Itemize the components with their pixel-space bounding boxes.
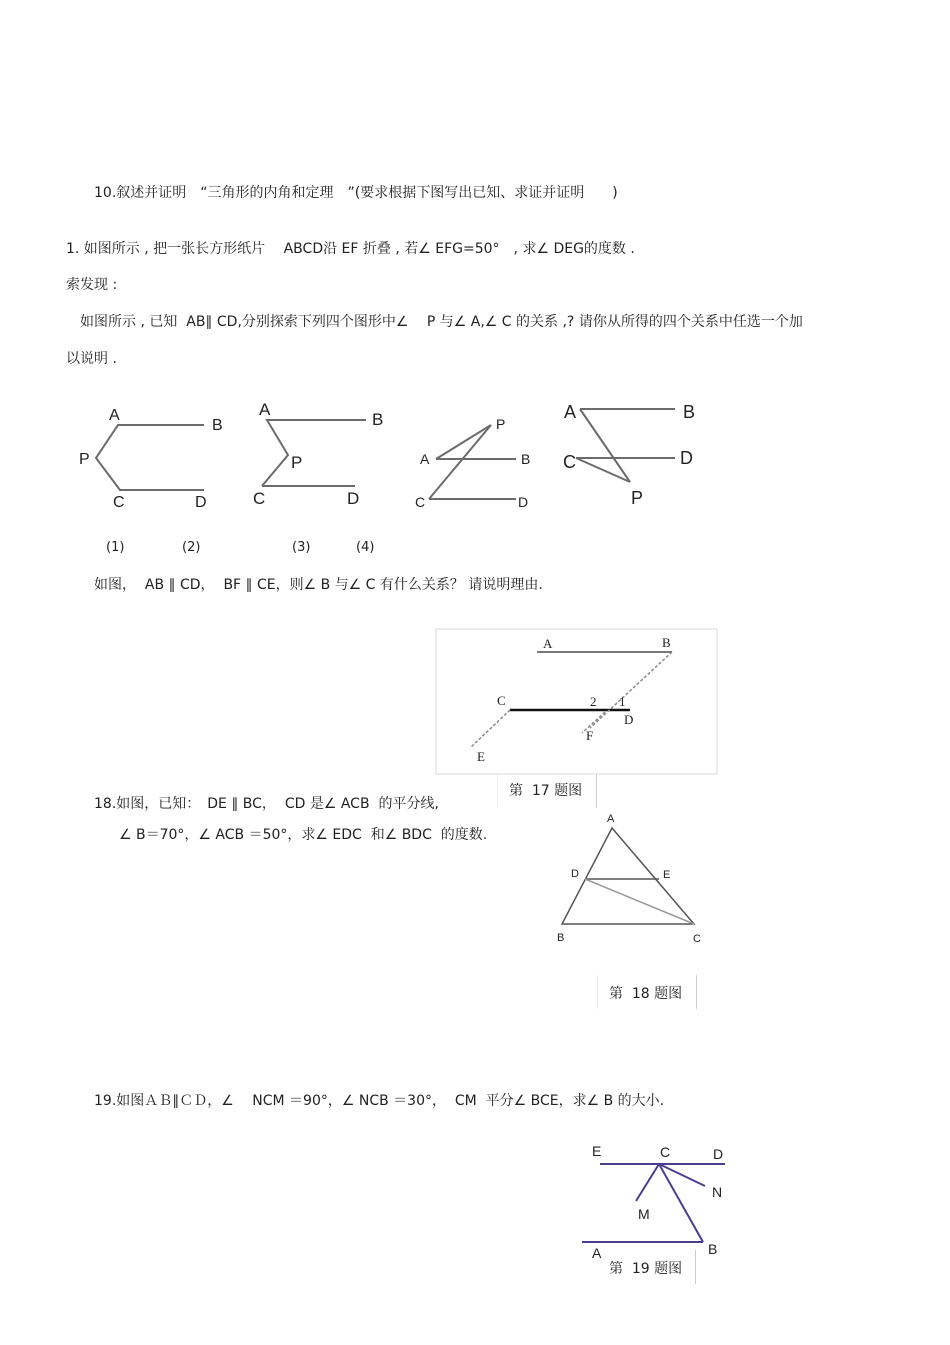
figure-caption-4: (4) (356, 540, 375, 555)
fig1-label-a: A (109, 407, 120, 424)
figure-4 (576, 409, 675, 482)
fig2-label-b: B (372, 410, 384, 429)
fig4-label-b: B (683, 402, 696, 422)
fig19-label-e: E (592, 1143, 602, 1159)
fig17-label-c: C (497, 693, 506, 708)
explore-body-line-1: 如图所示 , 已知 AB∥ CD,分别探索下列四个图形中∠ P 与∠ A,∠ C 的关系 ,? 请你从所得的四个关系中任选一个加 (66, 314, 803, 330)
fig2-label-p: P (291, 453, 303, 472)
q19-caption: 第 19 题图 (609, 1261, 683, 1277)
figure-1 (96, 425, 204, 490)
fig4-label-c: C (563, 452, 576, 472)
fig17-label-f: F (586, 728, 594, 743)
question-1: 1. 如图所示 , 把一张长方形纸片 ABCD沿 EF 折叠 , 若∠ EFG=50° , 求∠ DEG的度数 . (66, 241, 635, 257)
fig17-label-2: 2 (590, 694, 597, 709)
figure-2 (262, 420, 366, 486)
fig1-label-p: P (79, 451, 90, 468)
fig18-label-a: A (607, 813, 615, 825)
fig2-label-d: D (347, 489, 360, 508)
figure-3 (429, 425, 516, 499)
fig17-label-e: E (477, 749, 485, 764)
fig1-label-c: C (113, 494, 125, 511)
fig19-label-d: D (713, 1146, 724, 1162)
fig17-label-1: 1 (619, 694, 626, 709)
explore-body-line-2: 以说明 . (66, 351, 117, 367)
fig3-label-b: B (521, 451, 531, 467)
figure-19 (582, 1164, 725, 1242)
fig18-label-c: C (693, 933, 701, 945)
fig4-label-p: P (631, 488, 644, 508)
figure-caption-1: (1) (106, 540, 125, 555)
fig3-label-c: C (415, 494, 426, 510)
fig19-label-a: A (592, 1245, 602, 1261)
fig4-label-a: A (564, 402, 577, 422)
fig18-label-d: D (571, 868, 579, 880)
fig19-label-n: N (712, 1184, 723, 1200)
question-18-line-1: 18.如图，已知： DE ∥ BC， CD 是∠ ACB 的平分线, (94, 796, 439, 812)
question-19: 19.如图ＡＢ∥ＣＤ，∠ NCM ＝90°，∠ NCB ＝30°， CM 平分∠ BCE，求∠ B 的大小. (94, 1093, 665, 1109)
question-17: 如图， AB ∥ CD， BF ∥ CE，则∠ B 与∠ C 有什么关系？ 请说明理由. (94, 577, 543, 593)
fig3-label-d: D (518, 494, 529, 510)
fig3-label-a: A (420, 451, 430, 467)
explore-heading: 索发现 : (66, 277, 118, 293)
fig17-label-d: D (624, 712, 634, 727)
fig18-label-b: B (557, 932, 565, 944)
fig18-label-e: E (663, 869, 671, 881)
question-10: 10.叙述并证明 “三角形的内角和定理 ”(要求根据下图写出已知、求证并证明 ) (94, 185, 618, 201)
figure-18 (562, 828, 694, 924)
fig17-label-b: B (662, 635, 671, 650)
fig2-label-c: C (253, 489, 266, 508)
figure-caption-3: (3) (292, 540, 311, 555)
fig4-label-d: D (680, 448, 693, 468)
q17-caption: 第 17 题图 (509, 783, 583, 799)
figure-caption-2: (2) (182, 540, 201, 555)
fig17-label-a: A (543, 636, 553, 651)
fig19-label-b: B (708, 1241, 718, 1257)
fig3-label-p: P (496, 416, 506, 432)
q18-caption: 第 18 题图 (609, 986, 683, 1002)
fig19-label-c: C (660, 1144, 671, 1160)
fig1-label-b: B (212, 417, 223, 434)
fig2-label-a: A (259, 400, 271, 419)
fig1-label-d: D (195, 494, 207, 511)
fig19-label-m: M (638, 1206, 650, 1222)
question-18-line-2: ∠ B＝70°，∠ ACB ＝50°，求∠ EDC 和∠ BDC 的度数. (119, 827, 488, 843)
